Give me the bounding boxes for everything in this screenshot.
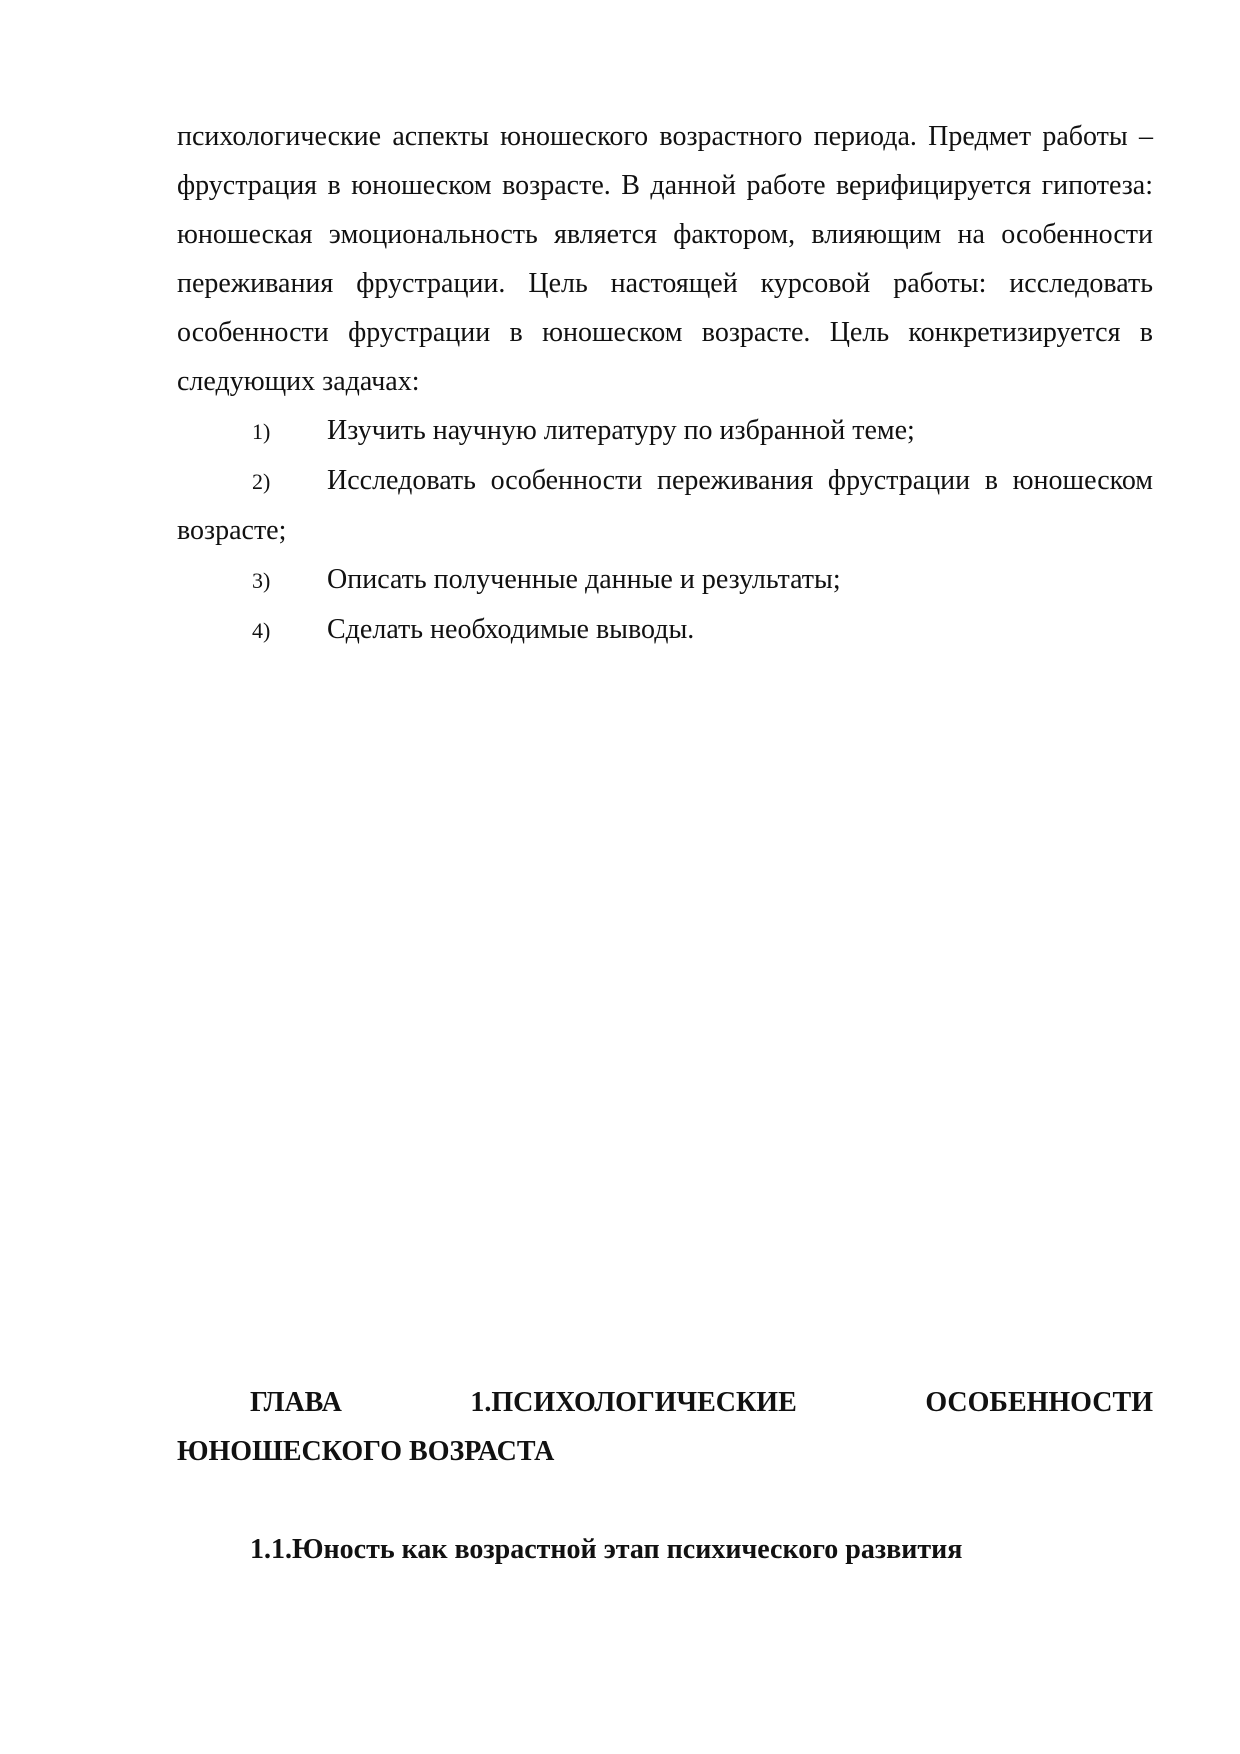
task-text: Сделать необходимые выводы. <box>327 614 695 645</box>
chapter-heading <box>177 1378 1153 1476</box>
task-number: 2) <box>252 469 271 494</box>
chapter-word: ОСОБЕННОСТИ <box>925 1387 1153 1418</box>
chapter-word: ГЛАВА <box>250 1387 342 1418</box>
intro-paragraph: психологические аспекты юношеского возрастного периода. Предмет работы – фрустрация в юношеском возрасте. В данной работе верифицируется гипотеза: юношеская эмоциональность является фактором, влияющим на особенности переживания фрустрации. Цель настоящей курсовой работы: исследовать особенности фрустрации в юношеском возрасте. Цель конкретизируется в следующих задачах: <box>177 121 1153 397</box>
task-number: 4) <box>252 618 271 643</box>
task-item-3 <box>177 555 1153 605</box>
task-item-2 <box>177 456 1153 555</box>
task-text: Исследовать особенности переживания фрустрации в юношеском возрасте; <box>177 465 1153 546</box>
task-text: Изучить научную литературу по избранной теме; <box>327 415 915 446</box>
task-number: 1) <box>252 419 271 444</box>
task-list <box>177 406 1153 655</box>
section-heading: 1.1.Юность как возрастной этап психического развития <box>250 1534 963 1565</box>
chapter-word: 1.ПСИХОЛОГИЧЕСКИЕ <box>470 1387 797 1418</box>
task-text: Описать полученные данные и результаты; <box>327 564 841 595</box>
chapter-heading-line-2: ЮНОШЕСКОГО ВОЗРАСТА <box>177 1436 555 1467</box>
task-item-4 <box>177 605 1153 655</box>
body-text <box>177 112 1153 655</box>
task-number: 3) <box>252 568 271 593</box>
chapter-heading-line-1 <box>177 1378 1153 1427</box>
task-item-1 <box>177 406 1153 456</box>
